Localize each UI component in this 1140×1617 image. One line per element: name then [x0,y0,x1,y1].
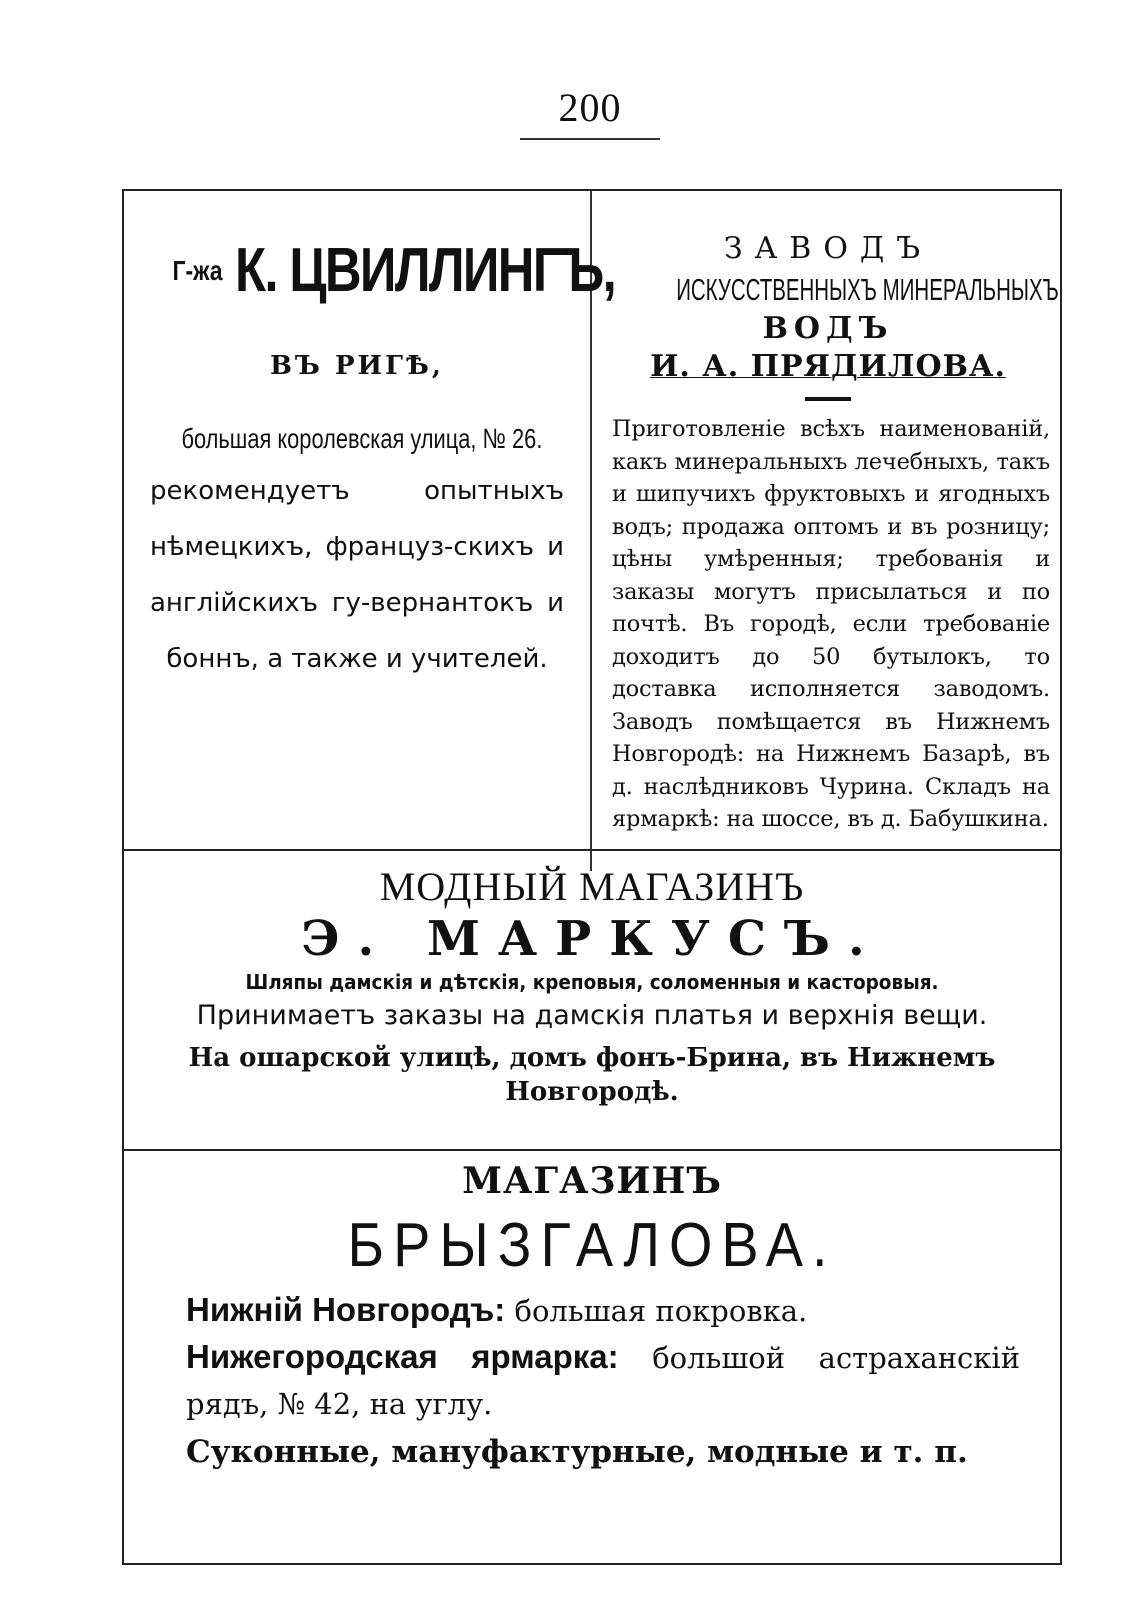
ad-zwilling-title-name: К. ЦВИЛЛИНГЪ, [234,236,616,305]
section-divider-1 [124,849,1060,851]
ad-pryadilov [598,229,1058,836]
ad-pryadilov-rule [805,397,851,401]
ad-pryadilov-head2: ИСКУССТВЕННЫХЪ МИНЕРАЛЬНЫХЪ [676,272,1059,307]
ad-zwilling-title [172,231,616,311]
ad-markus [124,863,1060,1109]
ad-bryzgalov-row1-text: большая покровка. [514,1294,808,1328]
ad-pryadilov-head1: ЗАВОДЪ [723,231,933,266]
ad-zwilling-street: большая королевская улица, № 26. [181,423,543,454]
page-number: 200 [558,85,622,130]
ad-markus-head: МОДНЫЙ МАГАЗИНЪ [379,864,805,909]
ad-zwilling-body: рекомендуетъ опытныхъ нѣмецкихъ, француз-скихъ и англійскихъ гу-вернантокъ и боннъ, а также и учителей. [150,476,564,674]
page-number-rule [520,138,660,140]
ad-bryzgalov-row2-label: Нижегородская ярмарка: [186,1338,619,1375]
section-divider-2 [124,1149,1060,1151]
ad-bryzgalov-row1-label: Нижній Новгородъ: [186,1291,506,1328]
ad-markus-line1: Шляпы дамскія и дѣтскія, креповыя, соломенныя и касторовыя. [245,970,939,994]
advertisement-frame [122,189,1062,1565]
top-section [124,191,1060,879]
ad-markus-line2: Принимаетъ заказы на дамскія платья и верхнія вещи. [196,1000,988,1031]
ad-zwilling-title-prefix: Г-жа [172,255,223,286]
ad-pryadilov-owner: И. А. ПРЯДИЛОВА. [650,349,1006,384]
ad-bryzgalov-head: МАГАЗИНЪ [462,1160,722,1202]
ad-bryzgalov-row1 [124,1287,1060,1334]
ad-markus-name: Э. МАРКУСЪ. [301,911,883,967]
ad-bryzgalov-goods: Суконные, мануфактурные, модные и т. п. [186,1434,968,1470]
ad-bryzgalov [124,1157,1060,1477]
ad-zwilling [132,231,616,687]
ad-bryzgalov-row2-text: большой астраханскій рядъ, № 42, на углу. [186,1341,1021,1421]
ad-bryzgalov-name: БРЫЗГАЛОВА. [347,1211,837,1280]
ad-bryzgalov-row2 [124,1334,1060,1427]
ad-zwilling-city: ВЪ РИГѢ, [270,351,444,381]
ad-markus-address: На ошарской улицѣ, домъ фонъ-Брина, въ Нижнемъ Новгородѣ. [188,1043,996,1107]
ad-pryadilov-head3: ВОДЪ [762,311,894,346]
ad-pryadilov-body: Приготовленіе всѣхъ наименованій, какъ минеральныхъ лечебныхъ, такъ и шипучихъ фруктовыхъ и ягодныхъ водъ; продажа оптомъ и въ розницу; цѣны умѣренныя; требованія и заказы могутъ присылаться и по почтѣ. Въ городѣ, если требованіе доходитъ до 50 бутылокъ, то доставка исполняется заводомъ. Заводъ помѣщается въ Нижнемъ Новгородѣ: на Нижнемъ Базарѣ, въ д. наслѣдниковъ Чурина. Складъ на ярмаркѣ: на шоссе, въ д. Бабушкина. [612,416,1050,832]
